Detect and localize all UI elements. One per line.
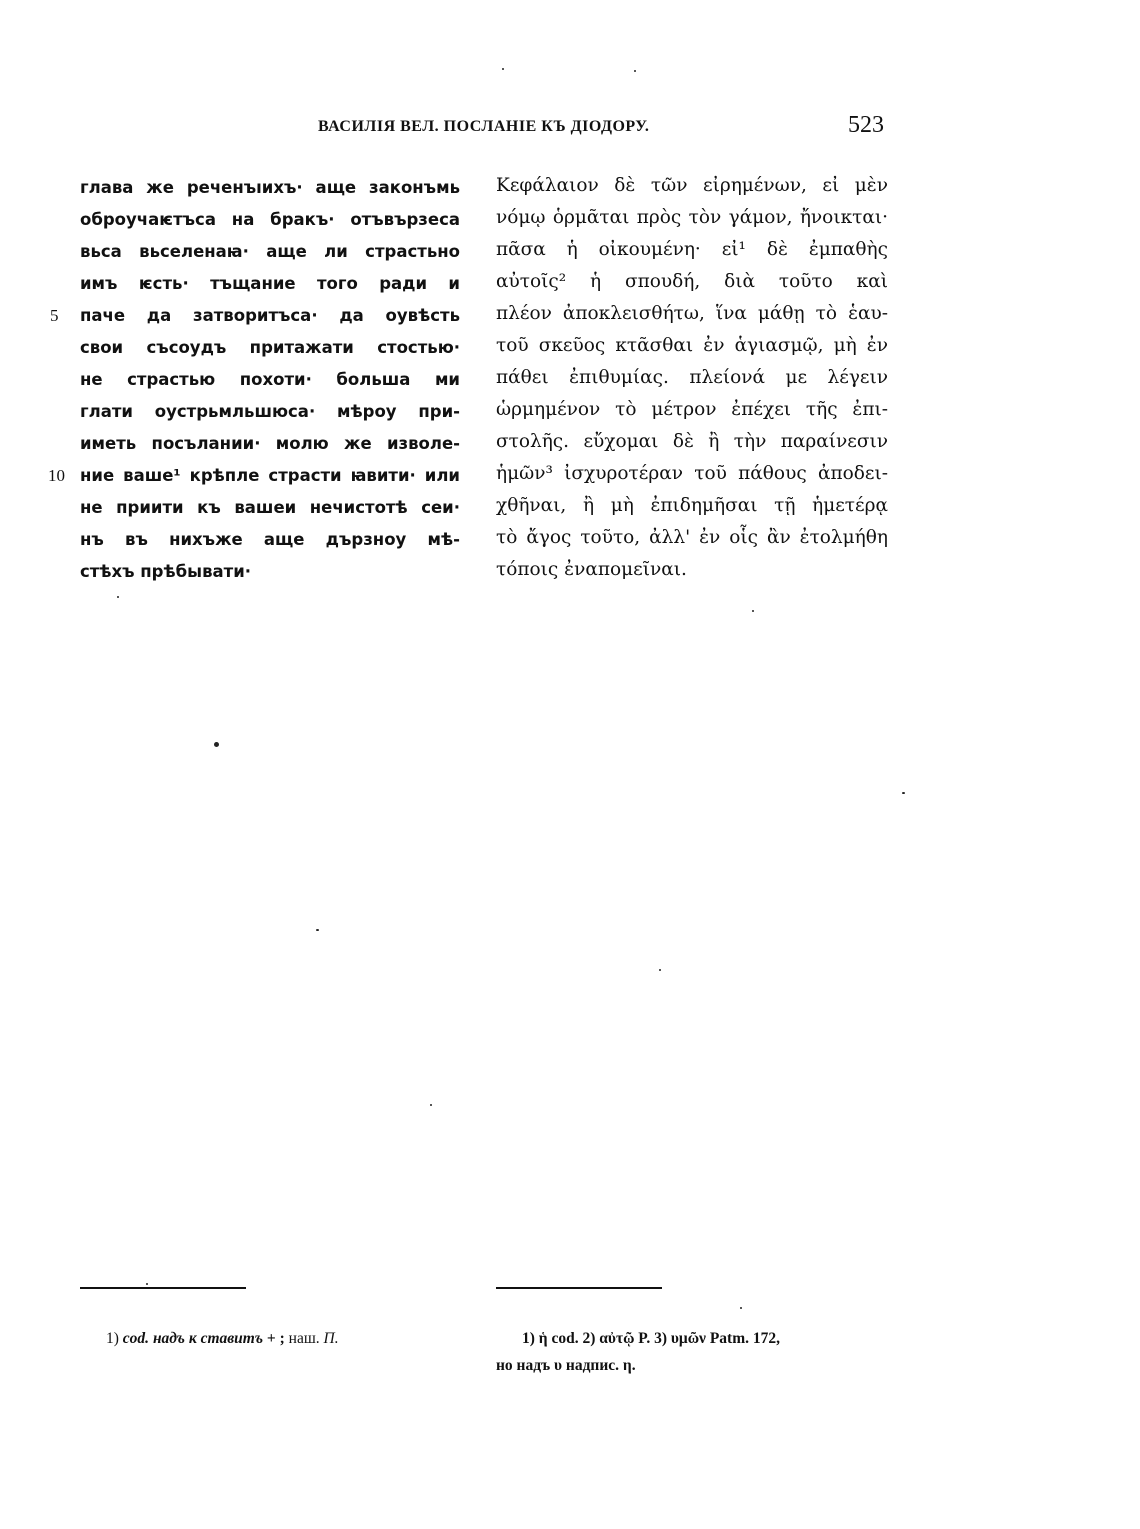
running-head: ВАСИЛІЯ ВЕЛ. ПОСЛАНІЕ КЪ ДІОДОРУ. xyxy=(318,118,650,135)
footnote-rule-right xyxy=(496,1287,662,1289)
footnote-text: П. xyxy=(323,1330,339,1347)
footnote-text: ставитъ xyxy=(200,1330,264,1347)
page-number: 523 xyxy=(848,112,884,138)
scan-speck xyxy=(752,610,754,612)
slavonic-line: глати оустрьмльшюса· мѣроу при- xyxy=(80,402,460,421)
slavonic-line: свои съсоудъ притажати стостью· xyxy=(80,338,460,357)
greek-line: νόμῳ ὁρμᾶται πρὸς τὸν γάμον, ἤνοικται· xyxy=(496,207,888,228)
slavonic-line: иметь посълании· молю же изволе- xyxy=(80,434,460,453)
footnote-right xyxy=(496,1325,888,1379)
footnote-rule-left xyxy=(80,1287,246,1289)
scan-speck xyxy=(214,742,219,747)
scan-speck xyxy=(659,969,661,971)
greek-line: πλέον ἀποκλεισθήτω, ἵνα μάθῃ τὸ ἑαυ- xyxy=(496,303,888,324)
footnote-text: cod. xyxy=(122,1330,150,1347)
slavonic-line: оброучаѥтъса на бракъ· отъвързеса xyxy=(80,210,460,229)
greek-column xyxy=(496,170,888,586)
scan-speck xyxy=(146,1283,148,1285)
scan-speck xyxy=(634,70,636,72)
slavonic-line: нъ въ нихъже аще дързноу мѣ- xyxy=(80,530,460,549)
greek-line: Κεφάλαιον δὲ τῶν εἰρημένων, εἰ μὲν xyxy=(496,175,888,196)
scan-speck xyxy=(740,1307,742,1309)
slavonic-line: не приити къ вашеи нечистотѣ сеи· xyxy=(80,498,460,517)
line-number-5: 5 xyxy=(50,306,59,325)
scan-speck xyxy=(430,1104,432,1106)
footnote-text: надъ xyxy=(152,1330,185,1347)
slavonic-column xyxy=(80,172,460,588)
greek-line: τοῦ σκεῦος κτᾶσθαι ἐν ἁγιασμῷ, μὴ ἐν xyxy=(496,335,888,356)
footnote-line: 1) ἡ cod. 2) αὐτῷ P. 3) υμῶν Patm. 172, xyxy=(522,1330,781,1347)
slavonic-line: ние ваше¹ крѣпле страсти ꙗвити· или xyxy=(80,466,460,485)
scan-speck xyxy=(902,792,905,794)
footnote-text: + ; xyxy=(266,1330,285,1347)
slavonic-line: стѣхъ прѣбывати· xyxy=(80,562,252,581)
footnote-text: к xyxy=(188,1330,197,1347)
slavonic-line: вьса вьселенаꙗ· аще ли страстьно xyxy=(80,242,460,261)
footnote-text: наш. xyxy=(288,1330,320,1347)
slavonic-line: паче да затворитъса· да оувѣсть xyxy=(80,306,460,325)
greek-line: αὐτοῖς² ἡ σπουδή, διὰ τοῦτο καὶ xyxy=(496,271,888,292)
scan-speck xyxy=(117,596,119,598)
greek-line: ὡρμημένον τὸ μέτρον ἐπέχει τῆς ἐπι- xyxy=(496,399,888,420)
footnote-line: но надъ υ надпис. η. xyxy=(496,1357,636,1374)
scan-speck xyxy=(316,929,319,931)
footnote-left xyxy=(106,1325,339,1352)
line-number-10: 10 xyxy=(48,466,65,485)
footnote-marker: 1) xyxy=(106,1330,119,1347)
scan-speck xyxy=(502,68,504,70)
greek-line: τὸ ἄγος τοῦτο, ἀλλ' ἐν οἷς ἂν ἐτολμήθη xyxy=(496,527,888,548)
greek-line: χθῆναι, ἢ μὴ ἐπιδημῆσαι τῇ ἡμετέρᾳ xyxy=(496,495,888,516)
greek-line: πάθει ἐπιθυμίας. πλείονά με λέγειν xyxy=(496,367,888,388)
greek-line: στολῆς. εὔχομαι δὲ ἢ τὴν παραίνεσιν xyxy=(496,431,888,452)
slavonic-line: глава же реченъıихъ· аще законъмь xyxy=(80,178,460,197)
greek-line: ἡμῶν³ ἰσχυροτέραν τοῦ πάθους ἀποδει- xyxy=(496,463,888,484)
greek-line: πᾶσα ἡ οἰκουμένη· εἰ¹ δὲ ἐμπαθὴς xyxy=(496,239,888,260)
greek-line: τόποις ἐναπομεῖναι. xyxy=(496,559,687,580)
slavonic-line: имъ ѥсть· тъщание того ради и xyxy=(80,274,460,293)
slavonic-line: не страстью похоти· больша ми xyxy=(80,370,460,389)
